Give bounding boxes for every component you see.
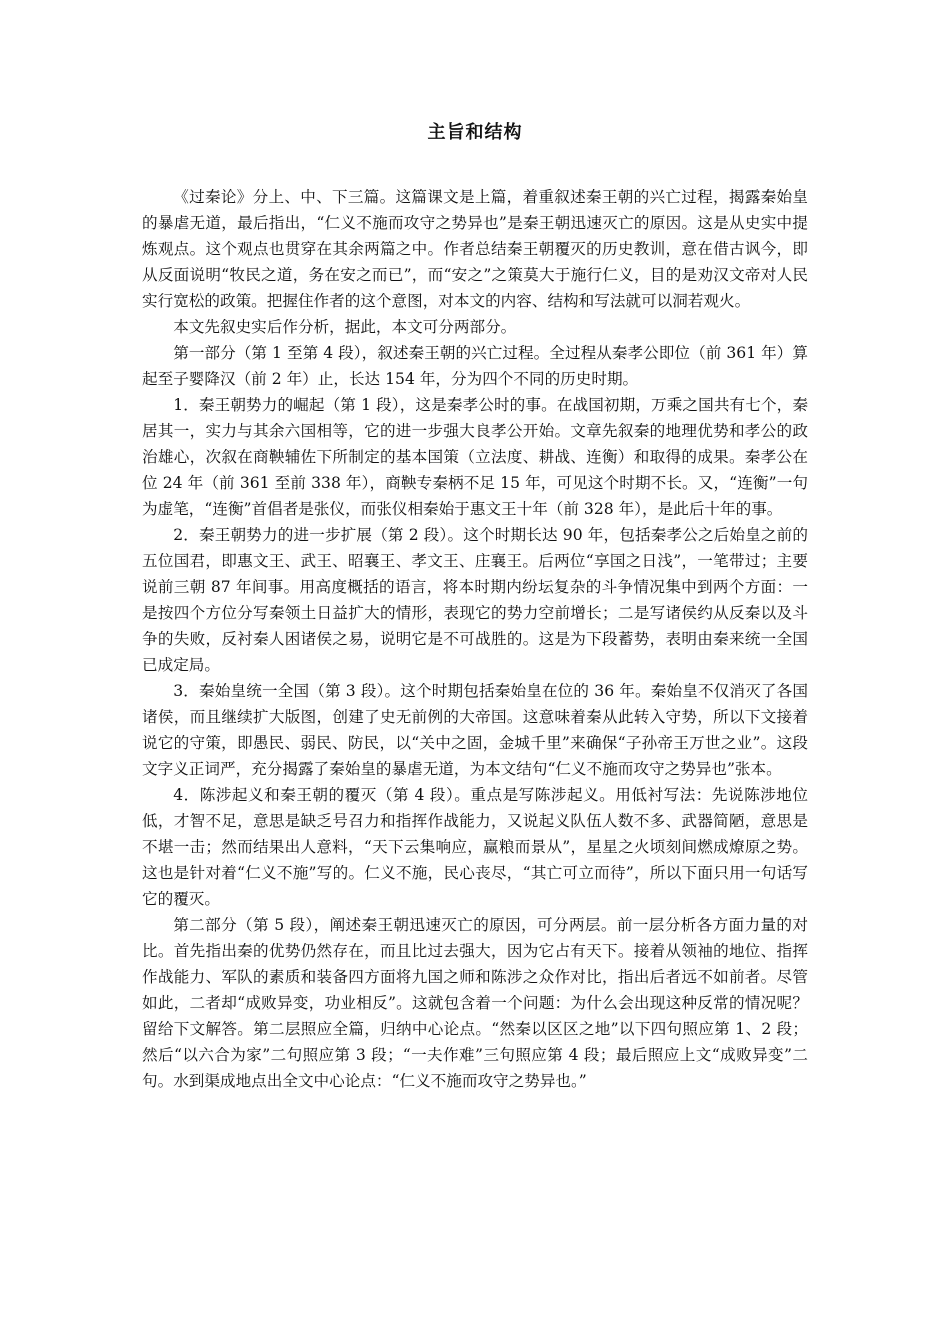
- paragraph-intro: 《过秦论》分上、中、下三篇。这篇课文是上篇，着重叙述秦王朝的兴亡过程，揭露秦始皇的暴虐无道，最后指出，“仁义不施而攻守之势异也”是秦王朝迅速灭亡的原因。这是从史实中提炼观点。这个观点也贯穿在其余两篇之中。作者总结秦王朝覆灭的历史教训，意在借古讽今，即从反面说明“牧民之道，务在安之而已”，而“安之”之策莫大于施行仁义，目的是劝汉文帝对人民实行宽松的政策。把握住作者的这个意图，对本文的内容、结构和写法就可以洞若观火。: [142, 188, 808, 310]
- paragraph-period-3: 3．秦始皇统一全国（第 3 段）。这个时期包括秦始皇在位的 36 年。秦始皇不仅消灭了各国诸侯，而且继续扩大版图，创建了史无前例的大帝国。这意味着秦从此转入守势，所以下文接着说它的守策，即愚民、弱民、防民，以“关中之固，金城千里”来确保“子孙帝王万世之业”。这段文字义正词严，充分揭露了秦始皇的暴虐无道，为本文结句“仁义不施而攻守之势异也”张本。: [142, 682, 808, 778]
- paragraph-period-1: 1．秦王朝势力的崛起（第 1 段），这是秦孝公时的事。在战国初期，万乘之国共有七个，秦居其一，实力与其余六国相等，它的进一步强大良孝公开始。文章先叙秦的地理优势和孝公的政治雄心，次叙在商鞅辅佐下所制定的基本国策（立法度、耕战、连衡）和取得的成果。秦孝公在位 24 年（前 361 至前 338 年），商鞅专秦柄不足 15 年，可见这个时期不长。又，“连衡”一句为虚笔，“连衡”首倡者是张仪，而张仪相秦始于惠文王十年（前 328 年），是此后十年的事。: [142, 396, 808, 518]
- paragraph-part-one: 第一部分（第 1 至第 4 段），叙述秦王朝的兴亡过程。全过程从秦孝公即位（前 361 年）算起至子婴降汉（前 2 年）止，长达 154 年，分为四个不同的历史时期。: [142, 344, 808, 388]
- paragraph-structure: 本文先叙史实后作分析，据此，本文可分两部分。: [173, 318, 517, 336]
- document-title: 主旨和结构: [427, 122, 523, 143]
- paragraph-period-4: 4．陈涉起义和秦王朝的覆灭（第 4 段）。重点是写陈涉起义。用低衬写法：先说陈涉地位低，才智不足，意思是缺乏号召力和指挥作战能力，又说起义队伍人数不多、武器简陋，意思是不堪一击；然而结果出人意料，“天下云集响应，赢粮而景从”，星星之火顷刻间燃成燎原之势。这也是针对着“仁义不施”写的。仁义不施，民心丧尽，“其亡可立而待”，所以下面只用一句话写它的覆灭。: [142, 786, 808, 908]
- paragraph-period-2: 2．秦王朝势力的进一步扩展（第 2 段）。这个时期长达 90 年，包括秦孝公之后始皇之前的五位国君，即惠文王、武王、昭襄王、孝文王、庄襄王。后两位“享国之日浅”，一笔带过；主要说前三朝 87 年间事。用高度概括的语言，将本时期内纷坛复杂的斗争情况集中到两个方面：一是按四个方位分写秦领土日益扩大的情形，表现它的势力空前增长；二是写诸侯约从反秦以及斗争的失败，反衬秦人困诸侯之易，说明它是不可战胜的。这是为下段蓄势，表明由秦来统一全国已成定局。: [142, 526, 808, 674]
- document-page: [142, 118, 808, 1094]
- paragraph-part-two: 第二部分（第 5 段），阐述秦王朝迅速灭亡的原因，可分两层。前一层分析各方面力量的对比。首先指出秦的优势仍然存在，而且比过去强大，因为它占有天下。接着从领袖的地位、指挥作战能力、军队的素质和装备四方面将九国之师和陈涉之众作对比，指出后者远不如前者。尽管如此，二者却“成败异变，功业相反”。这就包含着一个问题：为什么会出现这种反常的情况呢？留给下文解答。第二层照应全篇，归纳中心论点。“然秦以区区之地”以下四句照应第 1、2 段；然后“以六合为家”二句照应第 3 段；“一夫作难”三句照应第 4 段；最后照应上文“成败异变”二句。水到渠成地点出全文中心论点：“仁义不施而攻守之势异也。”: [142, 916, 808, 1090]
